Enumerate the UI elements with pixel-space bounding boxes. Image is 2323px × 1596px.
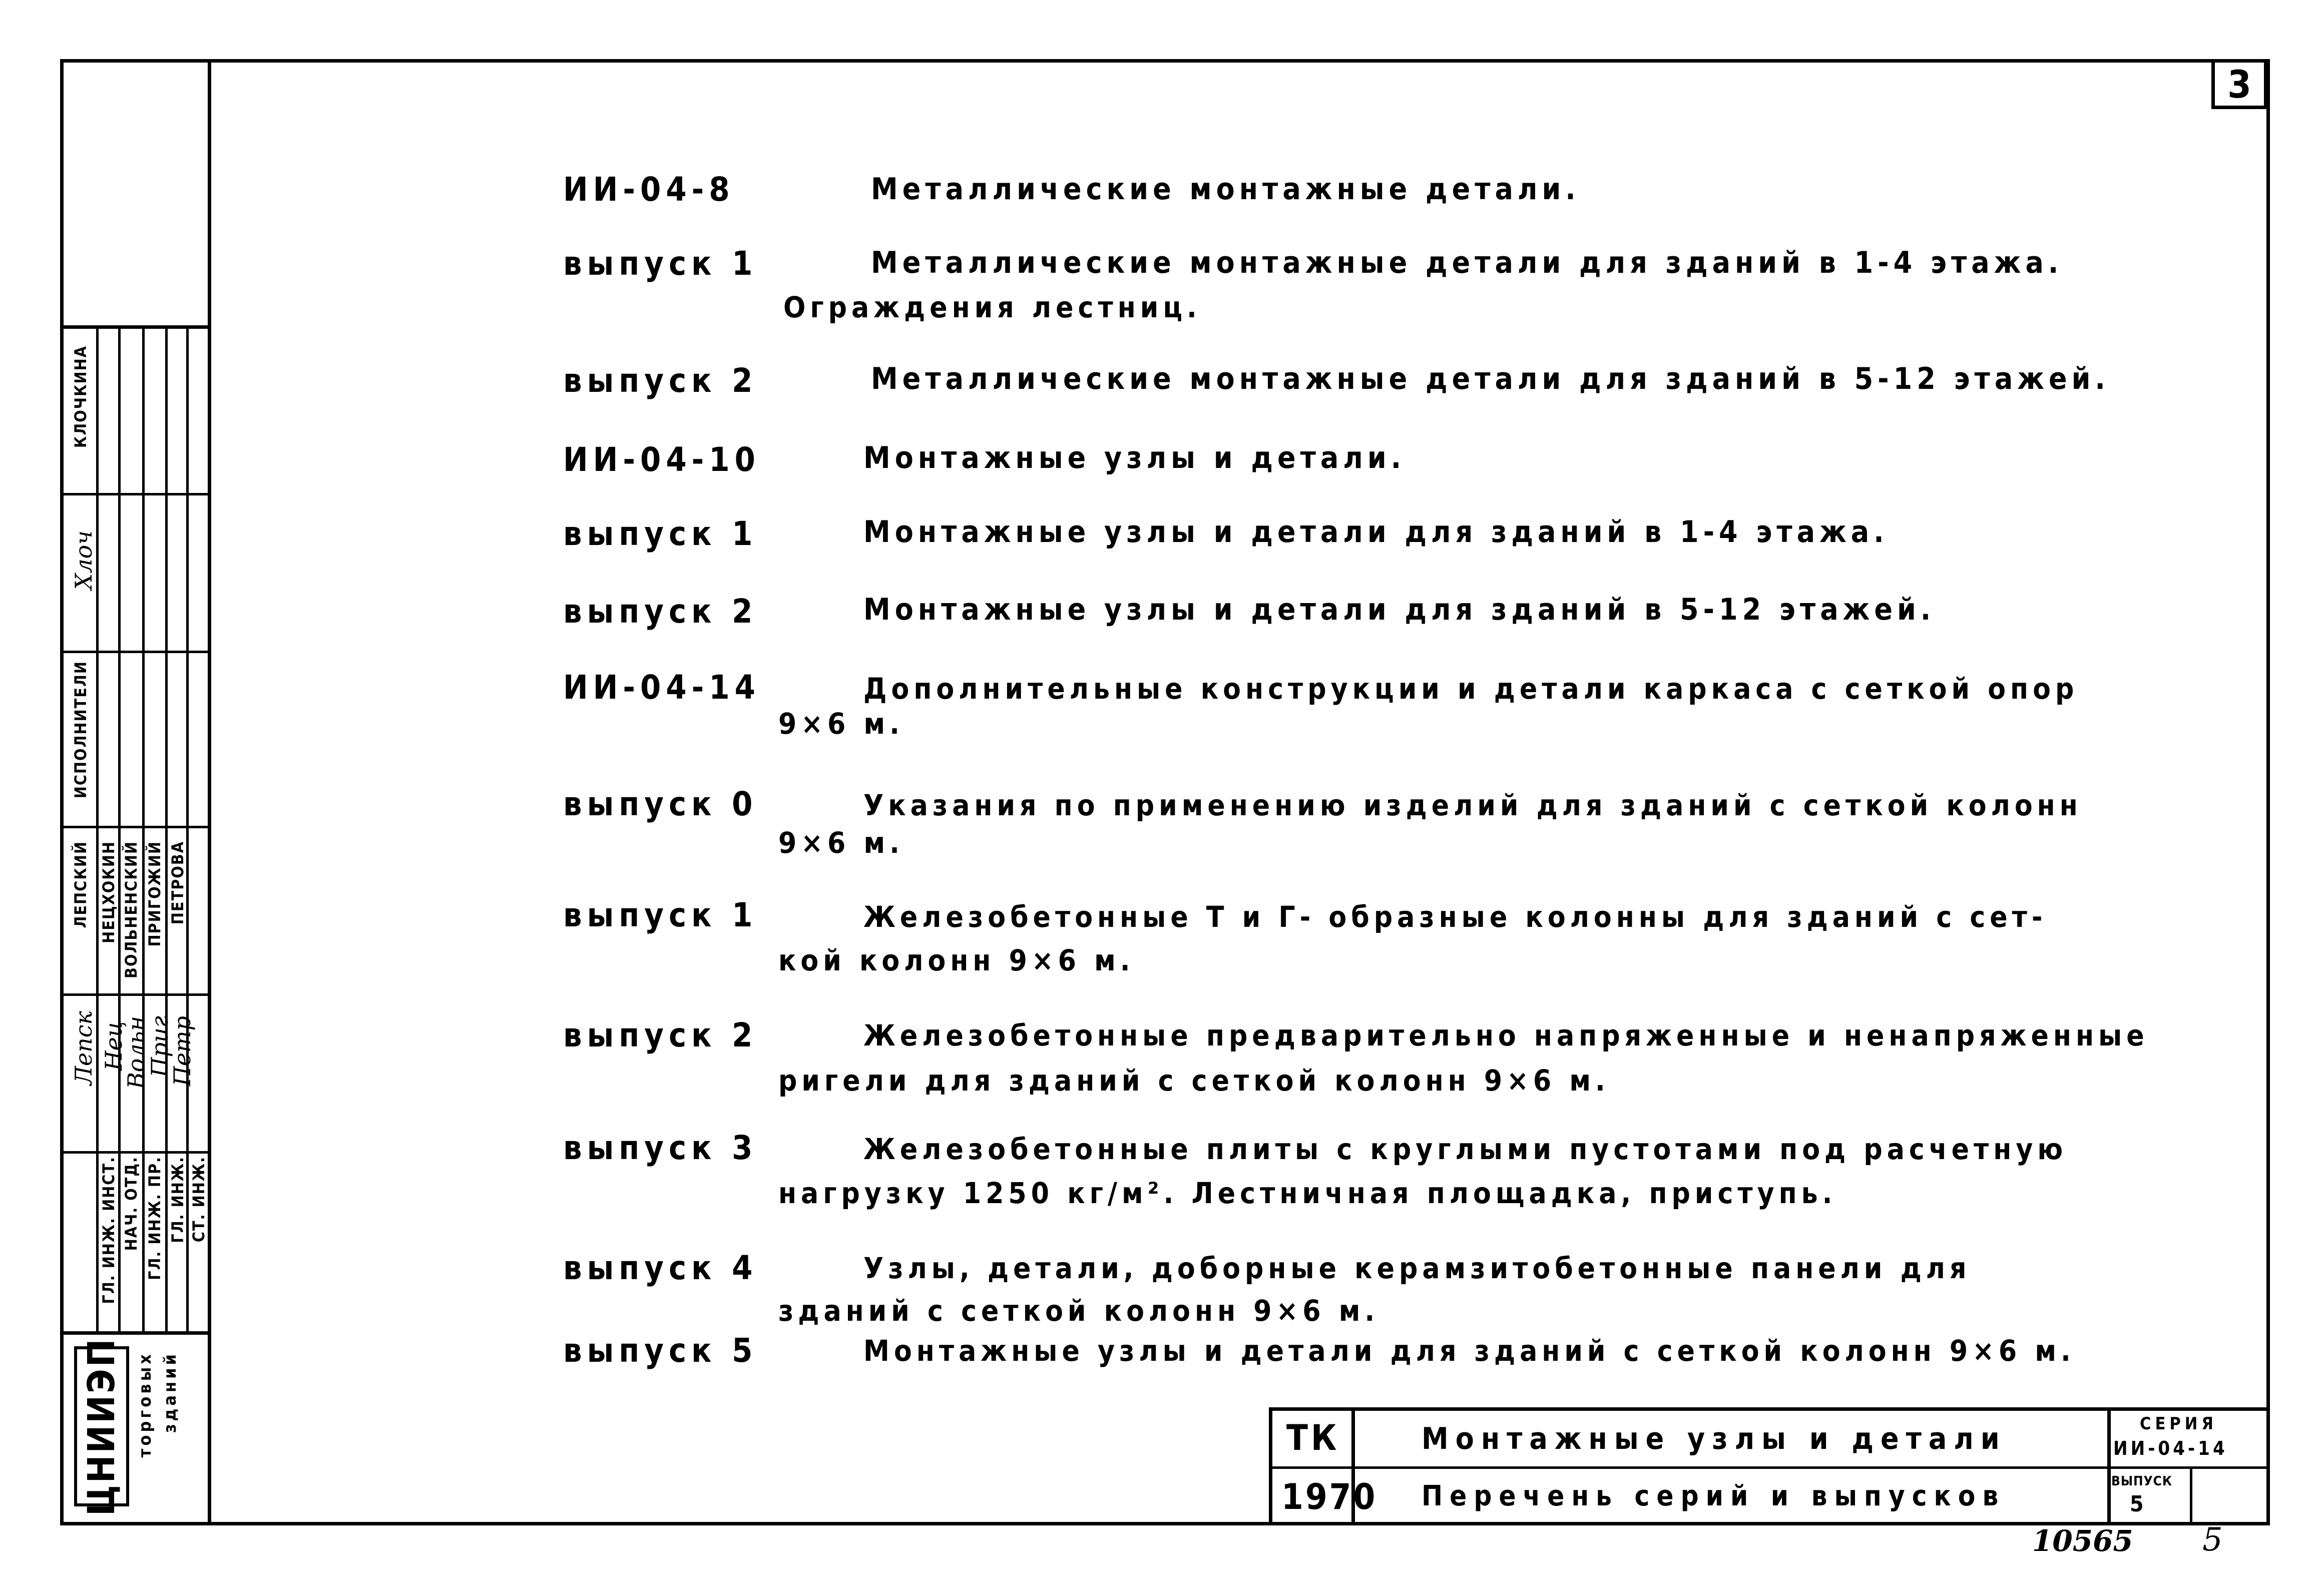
page-number-box (2211, 59, 2267, 109)
org-subtitle: торговых (135, 1351, 155, 1458)
issue-code: выпуск 1 (563, 514, 758, 553)
row-divider (60, 651, 208, 653)
issue-description: Железобетонные Т и Г- образные колонны для зданий с сет- (863, 900, 2047, 934)
issue-value: 5 (2130, 1491, 2144, 1517)
year-label: 1970 (1281, 1476, 1377, 1517)
issue-description: Монтажные узлы и детали для зданий в 1-4 этажа. (863, 514, 1889, 550)
executor-name: КЛОЧКИНА (71, 345, 90, 448)
series-code: ИИ-04-10 (563, 440, 760, 479)
role-label: НАЧ. ОТД. (122, 1156, 141, 1251)
signature: Вольн (123, 1016, 150, 1090)
issue-code: выпуск 1 (563, 244, 758, 283)
org-logo: ЦНИИЭП (74, 1346, 129, 1506)
person-name: ВОЛЬНЕНСКИЙ (122, 841, 141, 978)
series-description: Металлические монтажные детали. (871, 172, 1580, 207)
issue-description: Железобетонные предварительно напряженные и ненапряженные (863, 1018, 2149, 1052)
table-bottom-line (60, 1331, 208, 1335)
role-label: СТ. ИНЖ. (189, 1156, 208, 1243)
signature: Нец (100, 1021, 127, 1071)
inventory-number: 10565 (2032, 1524, 2133, 1558)
issue-description: Монтажные узлы и детали для зданий с сеткой колонн 9×6 м. (863, 1334, 2075, 1368)
issue-description: Монтажные узлы и детали для зданий в 5-12 этажей. (863, 592, 1936, 627)
signature: Хлоч (70, 530, 97, 590)
issue-description-cont: 9×6 м. (778, 826, 904, 860)
person-name: НЕЦХОКИН (99, 841, 118, 943)
issue-description-cont: ригели для зданий с сеткой колонн 9×6 м. (778, 1063, 1610, 1098)
issue-code: выпуск 2 (563, 592, 758, 631)
role-label: ГЛ. ИНЖ. (168, 1156, 187, 1243)
issue-description: Железобетонные плиты с круглыми пустотами под расчетную (863, 1132, 2068, 1166)
issue-code: выпуск 0 (563, 785, 758, 823)
row-divider (60, 1151, 208, 1154)
row-divider (60, 493, 208, 495)
signature: Лепск (70, 1011, 97, 1086)
sidebar-divider (208, 59, 211, 1525)
row-divider (60, 993, 208, 996)
title-block-col (2190, 1469, 2192, 1525)
person-name: ПЕТРОВА (168, 841, 187, 925)
issue-description: Металлические монтажные детали для зданий в 1-4 этажа. (871, 245, 2063, 280)
title-block-top (1269, 1407, 2270, 1411)
issue-description-cont: зданий с сеткой колонн 9×6 м. (778, 1294, 1379, 1328)
col-divider (165, 325, 168, 1331)
issue-description-cont: нагрузку 1250 кг/м². Лестничная площадка, приступь. (778, 1176, 1837, 1210)
person-name: ЛЕПСКИЙ (71, 841, 90, 928)
series-code: ИИ-04-14 (563, 668, 760, 707)
series-value: ИИ-04-14 (2113, 1437, 2228, 1459)
role-label: ГЛ. ИНЖ. ИНСТ. (99, 1156, 118, 1304)
title-block-mid (1269, 1466, 2270, 1469)
series-description-cont: 9×6 м. (778, 707, 904, 741)
issue-description-cont: кой колонн 9×6 м. (778, 943, 1135, 977)
org-subtitle: зданий (160, 1351, 180, 1433)
title-block-left (1269, 1407, 1272, 1525)
col-divider (96, 325, 99, 1331)
issue-code: выпуск 4 (563, 1249, 758, 1287)
sheet-number: 5 (2202, 1521, 2223, 1558)
table-top-line (60, 325, 208, 329)
page-number: 3 (2227, 62, 2251, 107)
issue-description-cont: Ограждения лестниц. (783, 290, 1201, 324)
row-divider (60, 826, 208, 828)
executors-label: ИСПОЛНИТЕЛИ (71, 661, 90, 799)
issue-description: Металлические монтажные детали для зданий в 5-12 этажей. (871, 361, 2110, 396)
issue-code: выпуск 1 (563, 896, 758, 934)
role-label: ГЛ. ИНЖ. ПР. (145, 1156, 164, 1280)
issue-code: выпуск 2 (563, 361, 758, 400)
series-description: Монтажные узлы и детали. (863, 440, 1406, 475)
col-divider (118, 325, 121, 1331)
drawing-subtitle: Перечень серий и выпусков (1422, 1480, 2006, 1512)
series-code: ИИ-04-8 (563, 170, 735, 209)
issue-description: Указания по применению изделий для зданий с сеткой колонн (863, 788, 2082, 822)
issue-code: выпуск 3 (563, 1129, 758, 1167)
issue-code: выпуск 2 (563, 1016, 758, 1054)
issue-description: Узлы, детали, доборные керамзитобетонные панели для (863, 1251, 1971, 1285)
person-name: ПРИГОЖИЙ (145, 841, 164, 947)
drawing-title: Монтажные узлы и детали (1422, 1421, 2007, 1456)
col-divider (142, 325, 145, 1331)
series-label: СЕРИЯ (2140, 1414, 2217, 1434)
signature: Петр (169, 1016, 196, 1087)
series-description: Дополнительные конструкции и детали каркаса с сеткой опор (863, 672, 2079, 706)
signature: Приг (146, 1016, 173, 1078)
title-block-col (2107, 1407, 2111, 1525)
issue-label: ВЫПУСК (2111, 1474, 2172, 1489)
tk-label: ТК (1286, 1417, 1340, 1458)
issue-code: выпуск 5 (563, 1331, 758, 1370)
